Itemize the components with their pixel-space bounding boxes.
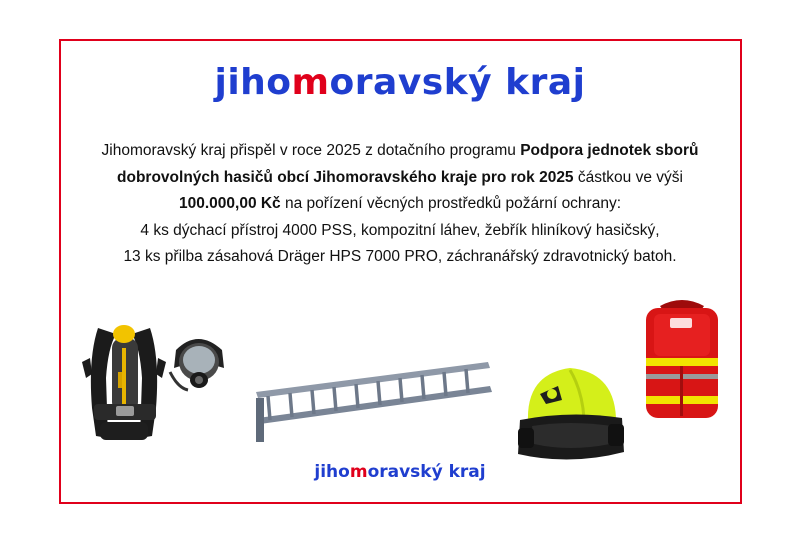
text-line-4: 4 ks dýchací přístroj 4000 PSS, kompozitní láhev, žebřík hliníkový hasičský, [140,221,660,239]
ladder-icon [254,360,494,446]
text-line-2: dobrovolných hasičů obcí Jihomoravského kraje pro rok 2025 částkou ve výši [117,168,683,186]
helmet-icon [512,360,628,470]
text-line-5: 13 ks přilba zásahová Dräger HPS 7000 PRO, záchranářský zdravotnický batoh. [123,248,677,265]
logo-bottom: jihomoravský kraj [314,462,486,482]
grant-text [80,138,720,271]
text-line-3: 100.000,00 Kč na pořízení věcných prostředků požární ochrany: [178,195,622,212]
logo-top: jihomoravský kraj [214,62,586,103]
breathing-apparatus-icon [78,318,170,458]
backpack-icon [640,296,724,422]
text-line-1: Jihomoravský kraj přispěl v roce 2025 z dotačního programu Podpora jednotek sborů [101,142,699,159]
face-mask-icon [168,332,230,396]
